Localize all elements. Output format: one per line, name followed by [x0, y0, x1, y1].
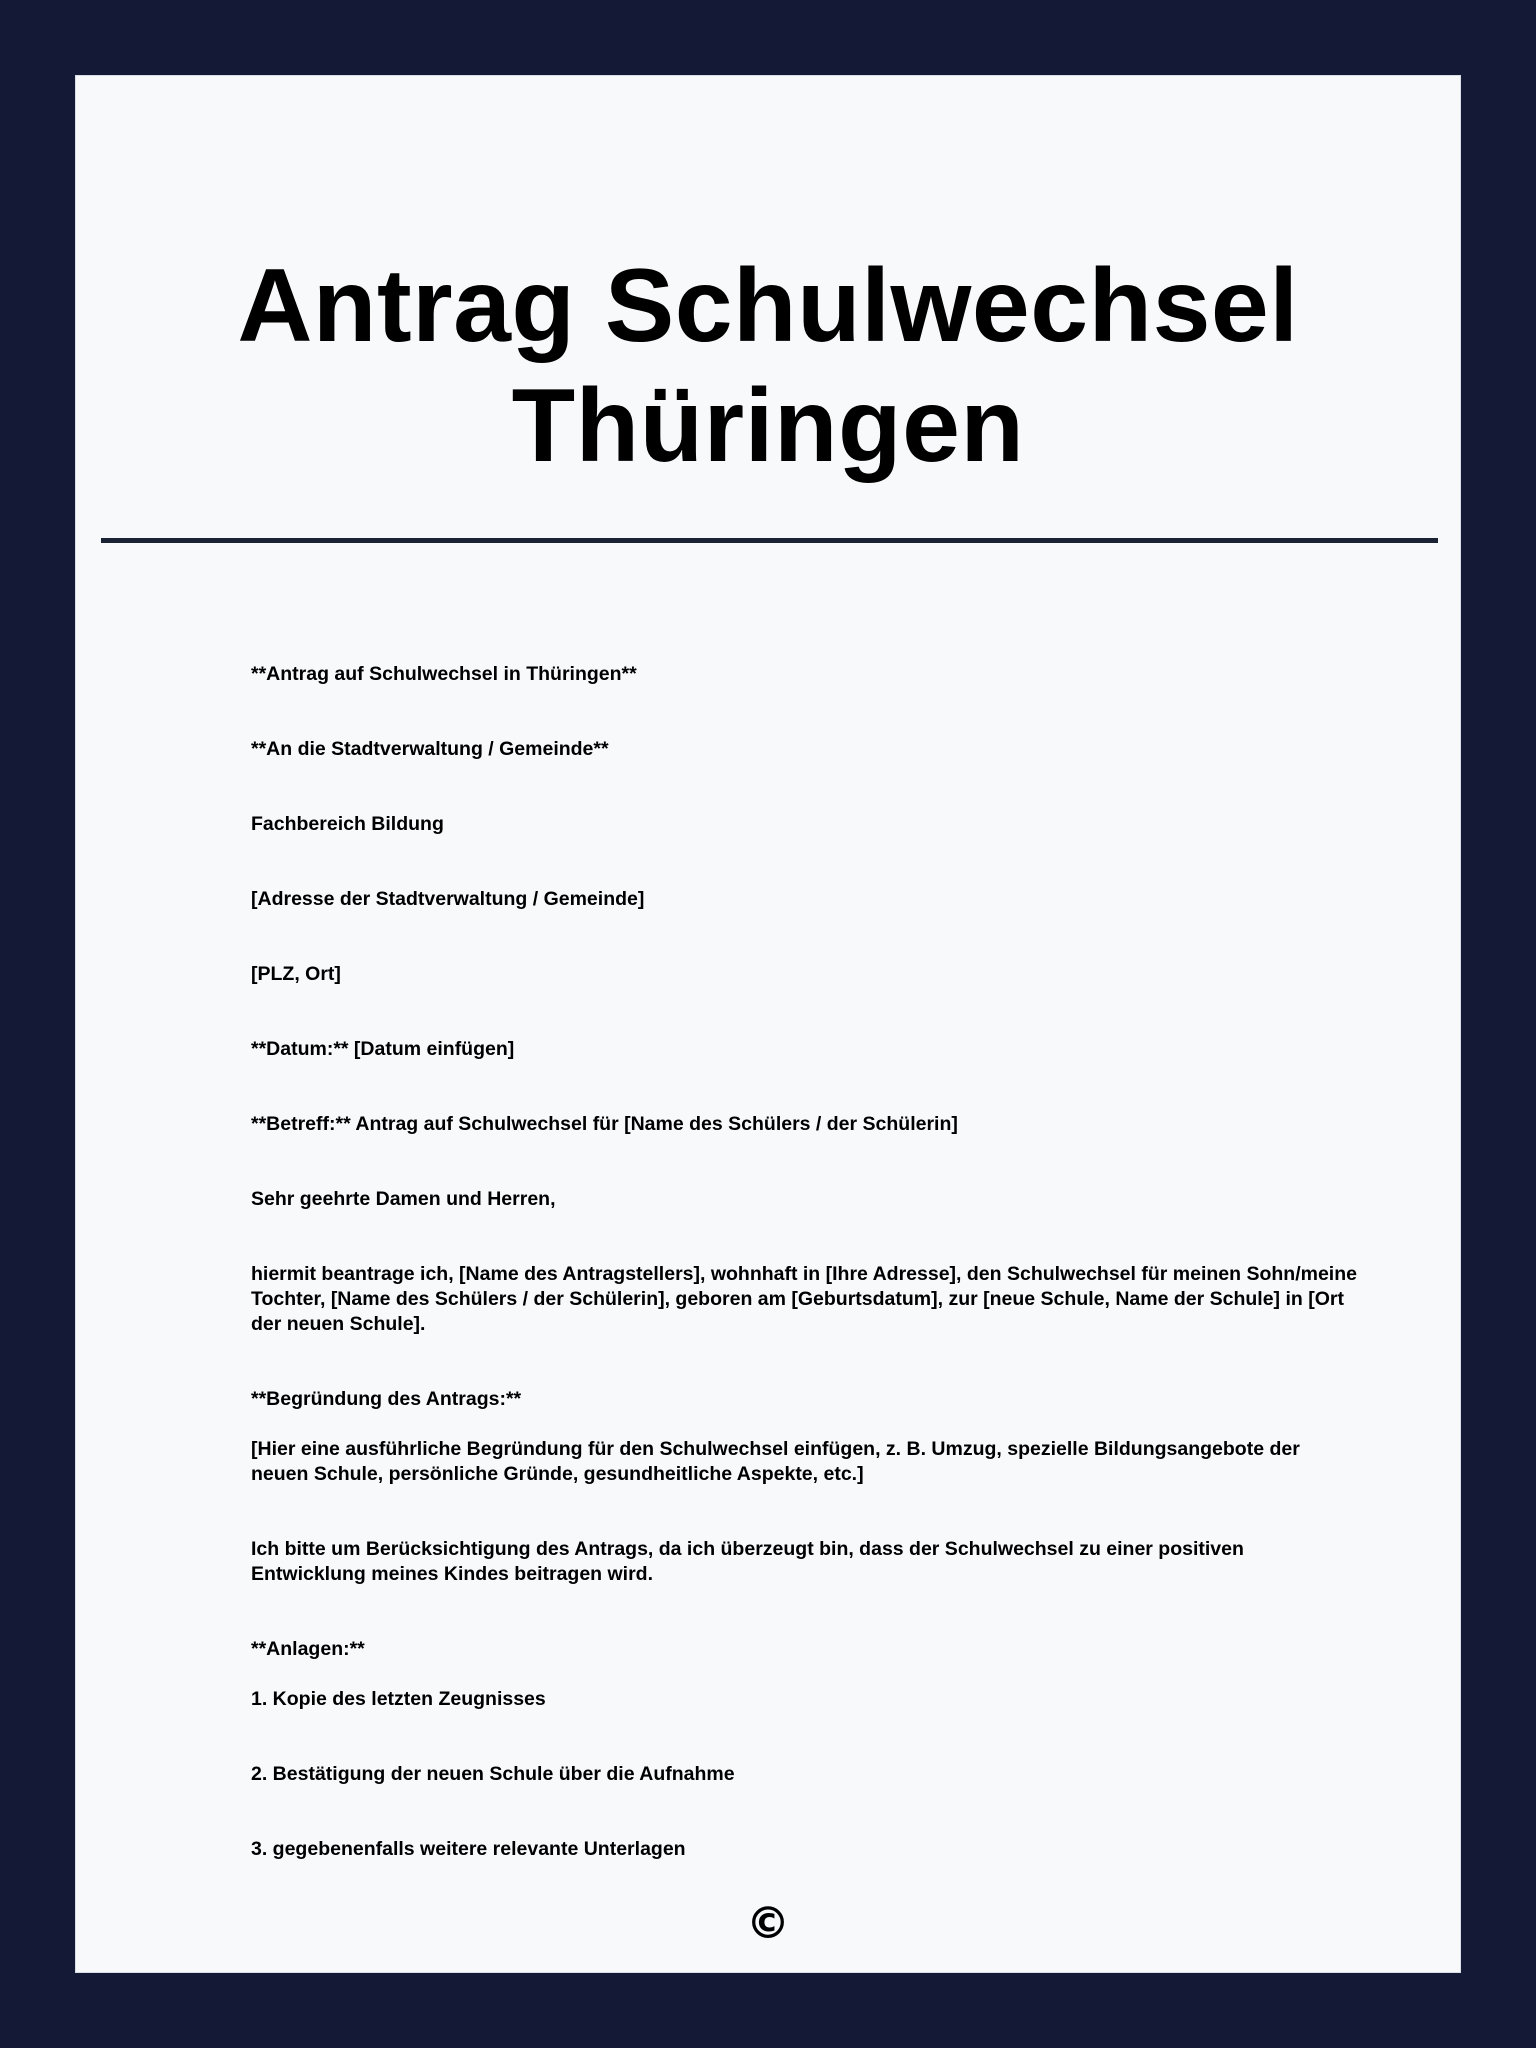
page-title-line-2: Thüringen [511, 368, 1025, 484]
paragraph-reason: [Hier eine ausführliche Begründung für den Schulwechsel einfügen, z. B. Umzug, spezielle Bildungsangebote der neuen Schule, persönliche Gründe, gesundheitliche Aspekte, etc.] [251, 1438, 1300, 1485]
paragraph-subject: **Betreff:** Antrag auf Schulwechsel für [Name des Schülers / der Schülerin] [251, 1113, 958, 1135]
paragraph-department: Fachbereich Bildung [251, 813, 444, 835]
copyright-icon: © [746, 1898, 790, 1949]
list-item-attachment-3: 3. gegebenenfalls weitere relevante Unterlagen [251, 1838, 686, 1860]
page-title-line-1: Antrag Schulwechsel [237, 248, 1299, 364]
list-item-attachment-2: 2. Bestätigung der neuen Schule über die Aufnahme [251, 1763, 735, 1785]
title-divider [101, 538, 1438, 543]
paragraph-reason-heading: **Begründung des Antrags:** [251, 1388, 522, 1410]
document-page [75, 75, 1461, 1973]
paragraph-heading: **Antrag auf Schulwechsel in Thüringen** [251, 663, 637, 685]
paragraph-address: [Adresse der Stadtverwaltung / Gemeinde] [251, 888, 645, 910]
title-block [76, 246, 1460, 486]
paragraph-salutation: Sehr geehrte Damen und Herren, [251, 1188, 556, 1210]
paragraph-recipient: **An die Stadtverwaltung / Gemeinde** [251, 738, 609, 760]
document-body [251, 662, 1361, 1912]
paragraph-attachments-heading: **Anlagen:** [251, 1638, 365, 1660]
paragraph-postcode: [PLZ, Ort] [251, 963, 341, 985]
paragraph-request: hiermit beantrage ich, [Name des Antragstellers], wohnhaft in [Ihre Adresse], den Schulwechsel für meinen Sohn/meine Tochter, [Name des Schülers / der Schülerin], geboren am [Geburtsdatum], zur [neue Schule, Name der Schule] in [Ort der neuen Schule]. [251, 1263, 1357, 1335]
paragraph-date: **Datum:** [Datum einfügen] [251, 1038, 515, 1060]
list-item-attachment-1: 1. Kopie des letzten Zeugnisses [251, 1688, 546, 1710]
paragraph-closing: Ich bitte um Berücksichtigung des Antrags, da ich überzeugt bin, dass der Schulwechsel zu einer positiven Entwicklung meines Kindes beitragen wird. [251, 1538, 1244, 1585]
